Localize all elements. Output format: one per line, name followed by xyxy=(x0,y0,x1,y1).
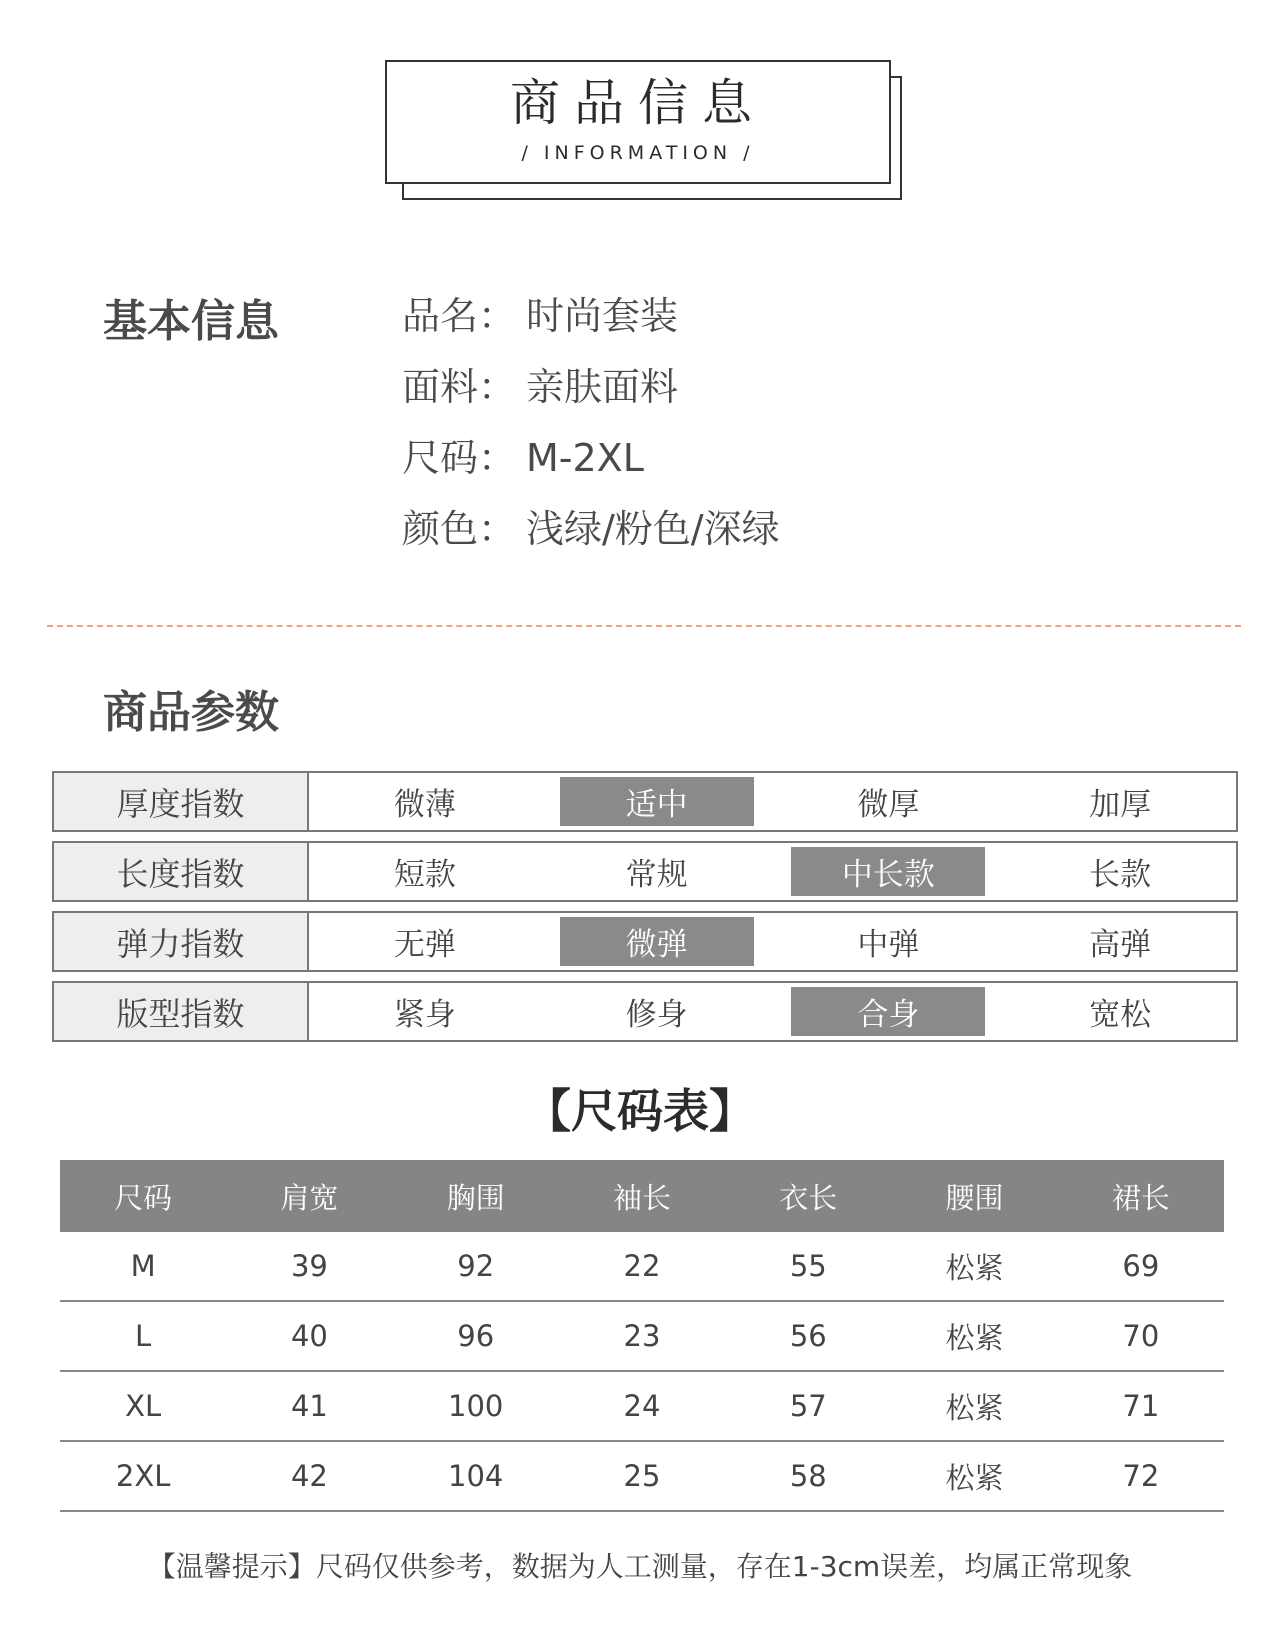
info-value: 时尚套装 xyxy=(526,294,679,338)
table-cell: 69 xyxy=(1058,1232,1224,1301)
param-option: 修身 xyxy=(625,997,688,1033)
size-table-header-cell: 袖长 xyxy=(559,1160,725,1232)
table-cell: 58 xyxy=(725,1441,891,1511)
table-cell: 松紧 xyxy=(891,1441,1057,1511)
warm-tip: 【温馨提示】尺码仅供参考，数据为人工测量，存在1-3cm误差，均属正常现象 xyxy=(147,1550,1133,1583)
table-cell: 104 xyxy=(393,1441,559,1511)
table-cell: 39 xyxy=(226,1232,392,1301)
info-label: 品名： xyxy=(402,294,517,338)
param-name: 长度指数 xyxy=(54,843,309,900)
table-cell: M xyxy=(60,1232,226,1301)
param-option: 长款 xyxy=(1089,857,1152,893)
size-table-header-cell: 裙长 xyxy=(1058,1160,1224,1232)
table-cell: 23 xyxy=(559,1301,725,1371)
table-cell: 57 xyxy=(725,1371,891,1441)
size-table xyxy=(60,1160,1224,1512)
param-option-selected: 适中 xyxy=(560,777,754,826)
param-option: 紧身 xyxy=(393,997,456,1033)
size-table-header-row xyxy=(60,1160,1224,1232)
table-cell: 55 xyxy=(725,1232,891,1301)
table-cell: 24 xyxy=(559,1371,725,1441)
param-option: 微厚 xyxy=(857,787,920,823)
info-label: 尺码： xyxy=(402,436,517,480)
param-name: 弹力指数 xyxy=(54,913,309,970)
table-cell: 92 xyxy=(393,1232,559,1301)
info-value: M-2XL xyxy=(526,436,644,480)
param-row xyxy=(52,911,1238,972)
param-option: 常规 xyxy=(625,857,688,893)
table-cell: 松紧 xyxy=(891,1371,1057,1441)
table-cell: 松紧 xyxy=(891,1301,1057,1371)
param-option: 中弹 xyxy=(857,927,920,963)
param-option: 微薄 xyxy=(393,787,456,823)
info-row-product-name xyxy=(402,286,780,357)
table-cell: 96 xyxy=(393,1301,559,1371)
basic-info-heading: 基本信息 xyxy=(103,296,279,347)
table-row xyxy=(60,1441,1224,1511)
info-value: 亲肤面料 xyxy=(526,365,679,409)
param-option: 无弹 xyxy=(393,927,456,963)
param-option-selected: 微弹 xyxy=(560,917,754,966)
param-option: 短款 xyxy=(393,857,456,893)
table-cell: 71 xyxy=(1058,1371,1224,1441)
table-row xyxy=(60,1371,1224,1441)
param-row xyxy=(52,981,1238,1042)
info-label: 颜色： xyxy=(402,507,517,551)
params-heading: 商品参数 xyxy=(103,687,279,738)
table-cell: 22 xyxy=(559,1232,725,1301)
param-option: 加厚 xyxy=(1089,787,1152,823)
size-table-header-cell: 腰围 xyxy=(891,1160,1057,1232)
table-cell: 松紧 xyxy=(891,1232,1057,1301)
table-cell: 56 xyxy=(725,1301,891,1371)
size-table-header-cell: 衣长 xyxy=(725,1160,891,1232)
info-row-fabric xyxy=(402,357,780,428)
info-label: 面料： xyxy=(402,365,517,409)
basic-info-list xyxy=(402,286,780,570)
size-table-header-cell: 胸围 xyxy=(393,1160,559,1232)
table-cell: 41 xyxy=(226,1371,392,1441)
table-row xyxy=(60,1232,1224,1301)
size-table-header-cell: 尺码 xyxy=(60,1160,226,1232)
param-row xyxy=(52,771,1238,832)
header-title: 商品信息 xyxy=(510,74,766,132)
param-row xyxy=(52,841,1238,902)
table-cell: 72 xyxy=(1058,1441,1224,1511)
table-row xyxy=(60,1301,1224,1371)
header-frame xyxy=(385,60,891,184)
param-option: 宽松 xyxy=(1089,997,1152,1033)
param-option-selected: 合身 xyxy=(791,987,985,1036)
dashed-divider xyxy=(47,625,1241,627)
info-row-color xyxy=(402,499,780,570)
table-cell: L xyxy=(60,1301,226,1371)
param-name: 版型指数 xyxy=(54,983,309,1040)
size-table-title: 【尺码表】 xyxy=(525,1084,755,1138)
table-cell: XL xyxy=(60,1371,226,1441)
header-subtitle: / INFORMATION / xyxy=(521,142,755,164)
table-cell: 100 xyxy=(393,1371,559,1441)
table-cell: 42 xyxy=(226,1441,392,1511)
table-cell: 25 xyxy=(559,1441,725,1511)
params-table xyxy=(52,771,1238,1051)
table-cell: 70 xyxy=(1058,1301,1224,1371)
size-table-header-cell: 肩宽 xyxy=(226,1160,392,1232)
table-cell: 2XL xyxy=(60,1441,226,1511)
param-name: 厚度指数 xyxy=(54,773,309,830)
param-option-selected: 中长款 xyxy=(791,847,985,896)
info-row-size xyxy=(402,428,780,499)
info-value: 浅绿/粉色/深绿 xyxy=(526,507,780,551)
param-option: 高弹 xyxy=(1089,927,1152,963)
table-cell: 40 xyxy=(226,1301,392,1371)
